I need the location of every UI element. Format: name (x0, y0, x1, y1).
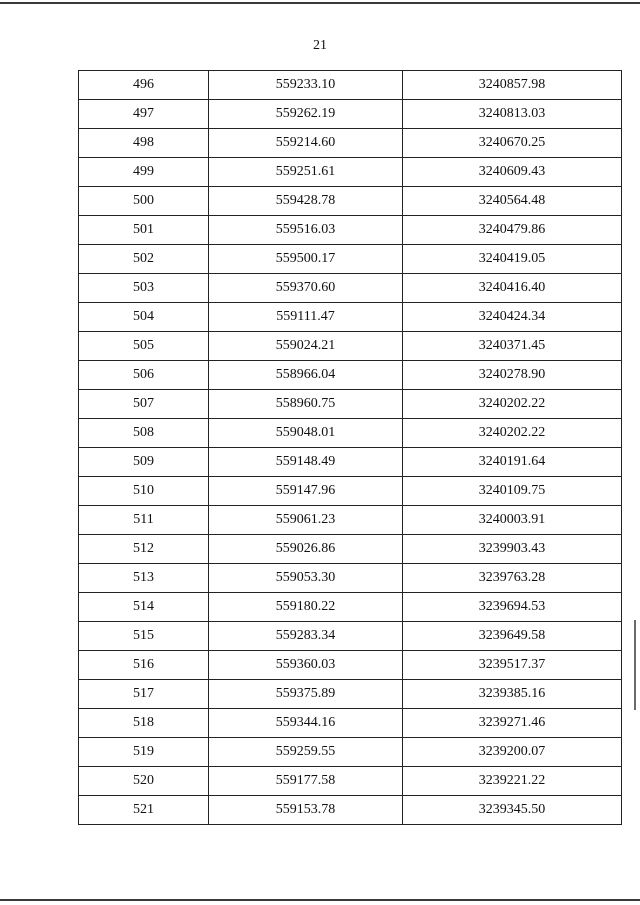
y-coordinate-cell: 3240813.03 (403, 100, 622, 129)
point-number-cell: 497 (79, 100, 209, 129)
y-coordinate-cell: 3240479.86 (403, 216, 622, 245)
x-coordinate-cell: 558966.04 (209, 361, 403, 390)
table-row (79, 419, 622, 448)
table-row (79, 448, 622, 477)
y-coordinate-cell: 3239649.58 (403, 622, 622, 651)
table-row (79, 332, 622, 361)
table-row (79, 593, 622, 622)
x-coordinate-cell: 558960.75 (209, 390, 403, 419)
table-row (79, 129, 622, 158)
point-number-cell: 501 (79, 216, 209, 245)
y-coordinate-cell: 3240003.91 (403, 506, 622, 535)
y-coordinate-cell: 3239271.46 (403, 709, 622, 738)
page-number: 21 (313, 38, 327, 53)
point-number-cell: 512 (79, 535, 209, 564)
x-coordinate-cell: 559251.61 (209, 158, 403, 187)
y-coordinate-cell: 3240371.45 (403, 332, 622, 361)
table-row (79, 680, 622, 709)
y-coordinate-cell: 3240416.40 (403, 274, 622, 303)
point-number-cell: 504 (79, 303, 209, 332)
point-number-cell: 519 (79, 738, 209, 767)
page-top-edge (0, 2, 640, 4)
x-coordinate-cell: 559048.01 (209, 419, 403, 448)
y-coordinate-cell: 3240857.98 (403, 71, 622, 100)
y-coordinate-cell: 3240670.25 (403, 129, 622, 158)
y-coordinate-cell: 3239345.50 (403, 796, 622, 825)
table-row (79, 390, 622, 419)
y-coordinate-cell: 3239694.53 (403, 593, 622, 622)
x-coordinate-cell: 559283.34 (209, 622, 403, 651)
y-coordinate-cell: 3240109.75 (403, 477, 622, 506)
point-number-cell: 498 (79, 129, 209, 158)
point-number-cell: 521 (79, 796, 209, 825)
table-row (79, 71, 622, 100)
table-row (79, 361, 622, 390)
x-coordinate-cell: 559148.49 (209, 448, 403, 477)
point-number-cell: 508 (79, 419, 209, 448)
x-coordinate-cell: 559259.55 (209, 738, 403, 767)
x-coordinate-cell: 559262.19 (209, 100, 403, 129)
x-coordinate-cell: 559360.03 (209, 651, 403, 680)
point-number-cell: 513 (79, 564, 209, 593)
point-number-cell: 509 (79, 448, 209, 477)
page-bottom-edge (0, 899, 640, 901)
table-row (79, 651, 622, 680)
table-row (79, 564, 622, 593)
x-coordinate-cell: 559375.89 (209, 680, 403, 709)
point-number-cell: 520 (79, 767, 209, 796)
x-coordinate-cell: 559500.17 (209, 245, 403, 274)
point-number-cell: 518 (79, 709, 209, 738)
y-coordinate-cell: 3240202.22 (403, 419, 622, 448)
y-coordinate-cell: 3239200.07 (403, 738, 622, 767)
point-number-cell: 506 (79, 361, 209, 390)
point-number-cell: 499 (79, 158, 209, 187)
point-number-cell: 516 (79, 651, 209, 680)
y-coordinate-cell: 3240609.43 (403, 158, 622, 187)
table-row (79, 303, 622, 332)
x-coordinate-cell: 559053.30 (209, 564, 403, 593)
x-coordinate-cell: 559111.47 (209, 303, 403, 332)
x-coordinate-cell: 559516.03 (209, 216, 403, 245)
coordinates-table-body (79, 71, 622, 825)
point-number-cell: 500 (79, 187, 209, 216)
point-number-cell: 515 (79, 622, 209, 651)
table-row (79, 622, 622, 651)
table-row (79, 796, 622, 825)
point-number-cell: 517 (79, 680, 209, 709)
y-coordinate-cell: 3240424.34 (403, 303, 622, 332)
point-number-cell: 502 (79, 245, 209, 274)
point-number-cell: 514 (79, 593, 209, 622)
table-row (79, 187, 622, 216)
page-right-edge-mark (634, 620, 636, 710)
x-coordinate-cell: 559233.10 (209, 71, 403, 100)
y-coordinate-cell: 3239385.16 (403, 680, 622, 709)
x-coordinate-cell: 559153.78 (209, 796, 403, 825)
x-coordinate-cell: 559147.96 (209, 477, 403, 506)
point-number-cell: 510 (79, 477, 209, 506)
table-row (79, 767, 622, 796)
x-coordinate-cell: 559180.22 (209, 593, 403, 622)
y-coordinate-cell: 3239903.43 (403, 535, 622, 564)
point-number-cell: 503 (79, 274, 209, 303)
table-row (79, 274, 622, 303)
table-row (79, 506, 622, 535)
table-row (79, 216, 622, 245)
table-row (79, 245, 622, 274)
point-number-cell: 496 (79, 71, 209, 100)
x-coordinate-cell: 559214.60 (209, 129, 403, 158)
x-coordinate-cell: 559026.86 (209, 535, 403, 564)
table-row (79, 535, 622, 564)
x-coordinate-cell: 559024.21 (209, 332, 403, 361)
table-row (79, 738, 622, 767)
table-row (79, 158, 622, 187)
x-coordinate-cell: 559061.23 (209, 506, 403, 535)
x-coordinate-cell: 559428.78 (209, 187, 403, 216)
point-number-cell: 511 (79, 506, 209, 535)
x-coordinate-cell: 559344.16 (209, 709, 403, 738)
y-coordinate-cell: 3240191.64 (403, 448, 622, 477)
table-row (79, 100, 622, 129)
x-coordinate-cell: 559370.60 (209, 274, 403, 303)
y-coordinate-cell: 3240419.05 (403, 245, 622, 274)
y-coordinate-cell: 3239221.22 (403, 767, 622, 796)
y-coordinate-cell: 3240278.90 (403, 361, 622, 390)
y-coordinate-cell: 3240564.48 (403, 187, 622, 216)
y-coordinate-cell: 3240202.22 (403, 390, 622, 419)
point-number-cell: 507 (79, 390, 209, 419)
y-coordinate-cell: 3239763.28 (403, 564, 622, 593)
table-row (79, 709, 622, 738)
point-number-cell: 505 (79, 332, 209, 361)
coordinates-table (78, 70, 622, 825)
y-coordinate-cell: 3239517.37 (403, 651, 622, 680)
table-row (79, 477, 622, 506)
x-coordinate-cell: 559177.58 (209, 767, 403, 796)
